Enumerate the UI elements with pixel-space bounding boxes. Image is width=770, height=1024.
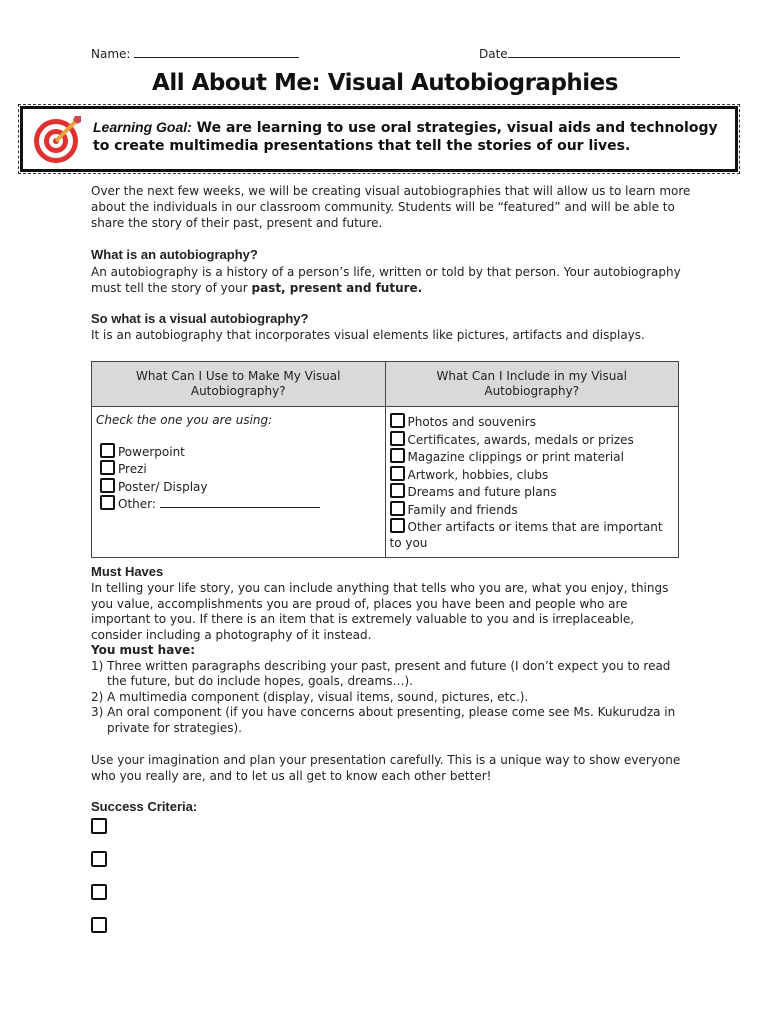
checkbox-icon[interactable] xyxy=(100,495,115,510)
include-item-label: Artwork, hobbies, clubs xyxy=(407,467,549,482)
name-field[interactable] xyxy=(91,46,299,61)
date-blank[interactable] xyxy=(508,46,680,58)
include-item-label: Family and friends xyxy=(407,502,518,517)
include-item-label: Other artifacts or items that are important to you xyxy=(389,520,663,550)
include-item[interactable] xyxy=(390,501,675,519)
include-item[interactable] xyxy=(390,431,675,449)
target-icon xyxy=(31,112,85,166)
checkbox-icon[interactable] xyxy=(390,501,405,516)
options-table xyxy=(91,361,679,558)
use-cell xyxy=(92,407,386,558)
page-title: All About Me: Visual Autobiographies xyxy=(152,70,618,96)
must-have-list xyxy=(91,659,686,737)
checkbox-icon[interactable] xyxy=(390,518,405,533)
date-field[interactable] xyxy=(479,46,680,61)
use-item-label: Other: xyxy=(118,497,160,511)
so-what-heading: So what is a visual autobiography? xyxy=(91,311,309,326)
table-header-include: What Can I Include in my Visual Autobiography? xyxy=(385,362,679,407)
include-item[interactable] xyxy=(390,448,675,466)
checkbox-icon[interactable] xyxy=(100,460,115,475)
table-header-use: What Can I Use to Make My Visual Autobiography? xyxy=(92,362,386,407)
use-item[interactable] xyxy=(100,478,381,496)
checkbox-icon[interactable] xyxy=(91,851,107,867)
include-item-label: Magazine clippings or print material xyxy=(407,450,624,464)
checkbox-icon[interactable] xyxy=(100,478,115,493)
success-criteria-heading: Success Criteria: xyxy=(91,799,198,814)
so-what-paragraph: It is an autobiography that incorporates visual elements like pictures, artifacts and displays. xyxy=(91,328,645,342)
must-haves-paragraph: In telling your life story, you can include anything that tells who you are, what you enjoy, things you value, accomplishments you are proud of, places you have been and people who are important to you. If there is an item that is extremely valuable to you and is irreplaceable, consider including a photography of it instead. xyxy=(91,581,669,642)
include-item-label: Certificates, awards, medals or prizes xyxy=(407,432,634,447)
learning-goal-box xyxy=(20,106,738,172)
use-item-label: Prezi xyxy=(118,462,147,476)
must-haves-heading: Must Haves xyxy=(91,564,164,579)
checkbox-icon[interactable] xyxy=(91,917,107,933)
name-label: Name: xyxy=(91,47,131,61)
must-have-item: 1) Three written paragraphs describing your past, present and future (I don’t expect you to read the future, but do include hopes, goals, dreams…). xyxy=(91,658,671,688)
use-item-label: Powerpoint xyxy=(118,444,185,459)
other-blank[interactable] xyxy=(160,497,320,508)
use-prompt: Check the one you are using: xyxy=(96,413,273,427)
must-have-item: 2) A multimedia component (display, visual items, sound, pictures, etc.). xyxy=(91,689,529,704)
checkbox-icon[interactable] xyxy=(91,884,107,900)
include-item-label: Dreams and future plans xyxy=(407,485,557,499)
learning-goal-label: Learning Goal: xyxy=(93,119,192,135)
what-is-heading: What is an autobiography? xyxy=(91,247,258,262)
what-is-paragraph xyxy=(91,264,691,296)
date-label: Date xyxy=(479,47,508,61)
closing-paragraph: Use your imagination and plan your presentation carefully. This is a unique way to show everyone who you really are, and to let us all get to know each other better! xyxy=(91,753,681,783)
checkbox-icon[interactable] xyxy=(390,466,405,481)
name-blank[interactable] xyxy=(134,46,299,58)
checkbox-icon[interactable] xyxy=(91,818,107,834)
include-cell xyxy=(385,407,679,558)
checkbox-icon[interactable] xyxy=(390,431,405,446)
include-item[interactable] xyxy=(390,466,675,484)
checkbox-icon[interactable] xyxy=(390,483,405,498)
intro-paragraph: Over the next few weeks, we will be creating visual autobiographies that will allow us to learn more about the individuals in our classroom community. Students will be “featured” and will be able to share the story of their past, present and future. xyxy=(91,184,691,230)
what-is-emphasis: past, present and future. xyxy=(251,281,423,295)
include-item-label: Photos and souvenirs xyxy=(407,415,536,429)
use-item[interactable] xyxy=(100,460,381,478)
must-have-item: 3) An oral component (if you have concerns about presenting, please come see Ms. Kukurudza in private for strategies). xyxy=(91,705,676,735)
learning-goal-text xyxy=(93,118,718,155)
must-haves-section xyxy=(91,581,686,736)
success-criteria-list xyxy=(91,818,110,950)
use-item-label: Poster/ Display xyxy=(118,479,208,494)
must-have-label: You must have: xyxy=(91,643,196,657)
checkbox-icon[interactable] xyxy=(390,448,405,463)
use-list xyxy=(100,443,381,513)
include-item[interactable] xyxy=(390,483,675,501)
include-item[interactable] xyxy=(390,518,675,551)
learning-goal-body: We are learning to use oral strategies, visual aids and technology to create multimedia presentations that tell the stories of our lives. xyxy=(93,120,718,154)
checkbox-icon[interactable] xyxy=(100,443,115,458)
use-item[interactable] xyxy=(100,495,381,513)
use-item[interactable] xyxy=(100,443,381,461)
what-is-text: An autobiography is a history of a person’s life, written or told by that person. Your autobiography must tell the story of your xyxy=(91,265,681,295)
include-item[interactable] xyxy=(390,413,675,431)
checkbox-icon[interactable] xyxy=(390,413,405,428)
